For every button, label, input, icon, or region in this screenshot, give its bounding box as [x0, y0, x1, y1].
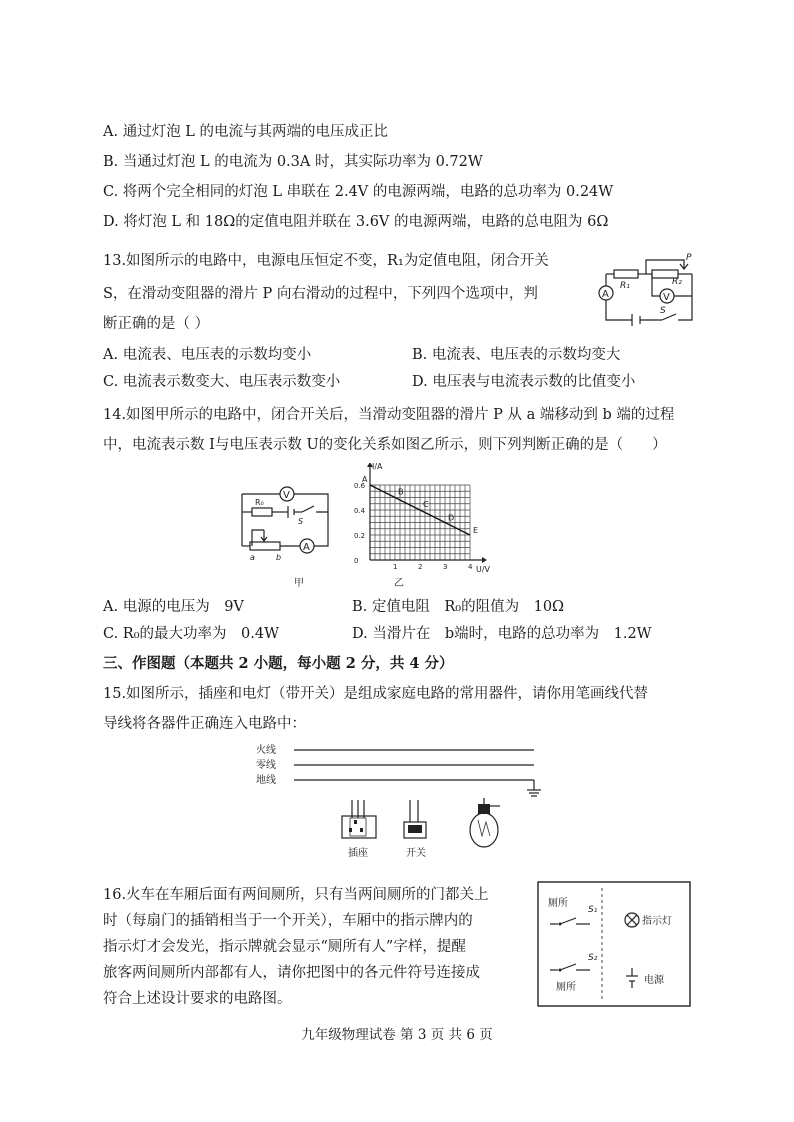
- q13-p-label: P: [686, 253, 692, 263]
- q14-option-b: B. 定值电阻 R₀的阻值为 10Ω: [352, 599, 565, 615]
- chart-point-label: C: [423, 500, 429, 509]
- chart-point-label: D: [448, 513, 455, 523]
- q16-power-source-icon: [626, 968, 638, 988]
- q14-circuit-diagram: [232, 482, 342, 594]
- q13-option-c: C. 电流表示数变大、电压表示数变小: [103, 374, 341, 390]
- section3-title: 三、作图题（本题共 2 小题，每小题 2 分，共 4 分）: [103, 655, 454, 672]
- q15-ground-icon: [527, 780, 541, 796]
- chart-x-axis-arrow: [482, 557, 487, 563]
- q13-s-label: S: [660, 306, 666, 316]
- chart-x-tick-label: 2: [418, 563, 423, 571]
- q16-stem-line-1: 16.火车在车厢后面有两间厕所，只有当两间厕所的门都关上: [103, 887, 489, 903]
- q14-r0-resistor: [252, 508, 272, 516]
- chart-y-axis-label: I/A: [372, 463, 383, 471]
- q14-option-c: C. R₀的最大功率为 0.4W: [103, 626, 279, 642]
- q13-stem-line-1: 13.如图所示的电路中，电源电压恒定不变，R₁为定值电阻，闭合开关: [103, 253, 549, 269]
- q13-battery-icon: [632, 314, 640, 326]
- q16-component-diagram: [536, 880, 692, 1010]
- q12-option-a: A. 通过灯泡 L 的电流与其两端的电压成正比: [103, 124, 389, 140]
- q14-ammeter-label: A: [303, 542, 310, 553]
- q14-option-d: D. 当滑片在 b端时，电路的总功率为 1.2W: [352, 626, 652, 642]
- chart-point-label: A: [362, 475, 368, 484]
- q13-voltmeter-label: V: [663, 292, 670, 303]
- q15-socket-label: 插座: [348, 848, 368, 859]
- q13-r1-resistor: [614, 270, 638, 278]
- chart-point-label: E: [473, 526, 479, 535]
- q13-r1-label: R₁: [620, 281, 630, 291]
- q13-option-d: D. 电压表与电流表示数的比值变小: [412, 374, 636, 390]
- q15-stem-line-1: 15.如图所示，插座和电灯（带开关）是组成家庭电路的常用器件，请你用笔画线代替: [103, 686, 649, 702]
- q14-stem-line-2: 中，电流表示数 I与电压表示数 U的变化关系如图乙所示，则下列判断正确的是（ ）: [103, 437, 667, 453]
- q15-neutral-wire-label: 零线: [256, 760, 276, 771]
- q14-a-label: a: [250, 553, 255, 562]
- q16-lamp-icon: [625, 913, 639, 927]
- q12-option-b: B. 当通过灯泡 L 的电流为 0.3A 时，其实际功率为 0.72W: [103, 154, 483, 170]
- q15-household-circuit-diagram: [250, 740, 550, 880]
- q12-option-d: D. 将灯泡 L 和 18Ω的定值电阻并联在 3.6V 的电源两端，电路的总电阻为 6Ω: [103, 214, 609, 230]
- q15-live-wire-label: 火线: [256, 745, 276, 756]
- chart-x-tick-label: 3: [443, 563, 448, 571]
- q14-switch-icon: [302, 506, 314, 512]
- q14-s-label: S: [298, 517, 304, 526]
- q14-circuit-caption: 甲: [294, 578, 304, 589]
- q14-r0-label: R₀: [255, 498, 264, 507]
- chart-y-tick-label: 0: [354, 557, 359, 565]
- q15-lamp-icon: [470, 798, 500, 847]
- q13-option-a: A. 电流表、电压表的示数均变小: [103, 347, 312, 363]
- q13-r2-label: R₂: [672, 277, 682, 287]
- q16-toilet1-label: 厕所: [548, 898, 568, 909]
- q14-voltmeter-label: V: [283, 490, 290, 501]
- q16-stem-line-3: 指示灯才会发光，指示牌就会显示“厕所有人”字样，提醒: [103, 939, 466, 955]
- q16-switch1-icon: [550, 918, 590, 926]
- q16-stem-line-5: 符合上述设计要求的电路图。: [103, 991, 292, 1007]
- chart-y-tick-label: 0.2: [354, 532, 366, 540]
- chart-x-tick-label: 4: [468, 563, 473, 571]
- q13-stem-line-3: 断正确的是（ ）: [103, 316, 210, 332]
- q16-toilet2-label: 厕所: [556, 982, 576, 993]
- q15-ground-wire-label: 地线: [256, 775, 276, 786]
- q15-switch-icon: [404, 800, 426, 838]
- q13-option-b: B. 电流表、电压表的示数均变大: [412, 347, 621, 363]
- q16-s1-label: S₁: [588, 905, 598, 915]
- q16-switch2-icon: [550, 964, 590, 972]
- q15-stem-line-2: 导线将各器件正确连入电路中：: [103, 716, 306, 732]
- q16-stem-line-4: 旅客两间厕所内部都有人，请你把图中的各元件符号连接成: [103, 965, 480, 981]
- chart-x-axis-label: U/V: [476, 565, 491, 574]
- chart-caption: 乙: [394, 578, 404, 589]
- q14-option-a: A. 电源的电压为 9V: [103, 599, 244, 615]
- q16-s2-label: S₂: [588, 953, 598, 963]
- q12-option-c: C. 将两个完全相同的灯泡 L 串联在 2.4V 的电源两端，电路的总功率为 0.24W: [103, 184, 614, 200]
- q14-b-label: b: [276, 553, 282, 562]
- q14-iu-graph: [350, 463, 500, 593]
- q14-rheostat: [250, 542, 280, 550]
- page-footer: 九年级物理试卷 第 3 页 共 6 页: [301, 1027, 493, 1043]
- q14-stem-line-1: 14.如图甲所示的电路中，闭合开关后，当滑动变阻器的滑片 P 从 a 端移动到 b 端的过程: [103, 407, 675, 423]
- q15-socket-icon: [342, 800, 376, 838]
- q13-ammeter-label: A: [602, 289, 609, 300]
- q16-power-source-label: 电源: [644, 975, 664, 986]
- chart-y-tick-label: 0.6: [354, 482, 366, 490]
- q16-lamp-label: 指示灯: [642, 916, 672, 927]
- q14-battery-icon: [288, 506, 294, 518]
- q16-stem-line-2: 时（每扇门的插销相当于一个开关），车厢中的指示牌内的: [103, 913, 473, 929]
- chart-y-tick-label: 0.4: [354, 507, 366, 515]
- q15-switch-label: 开关: [406, 848, 426, 859]
- chart-point-label: B: [398, 487, 404, 497]
- chart-x-tick-label: 1: [393, 563, 398, 571]
- q13-circuit-diagram: [592, 250, 702, 328]
- q13-stem-line-2: S，在滑动变阻器的滑片 P 向右滑动的过程中，下列四个选项中，判: [103, 286, 538, 302]
